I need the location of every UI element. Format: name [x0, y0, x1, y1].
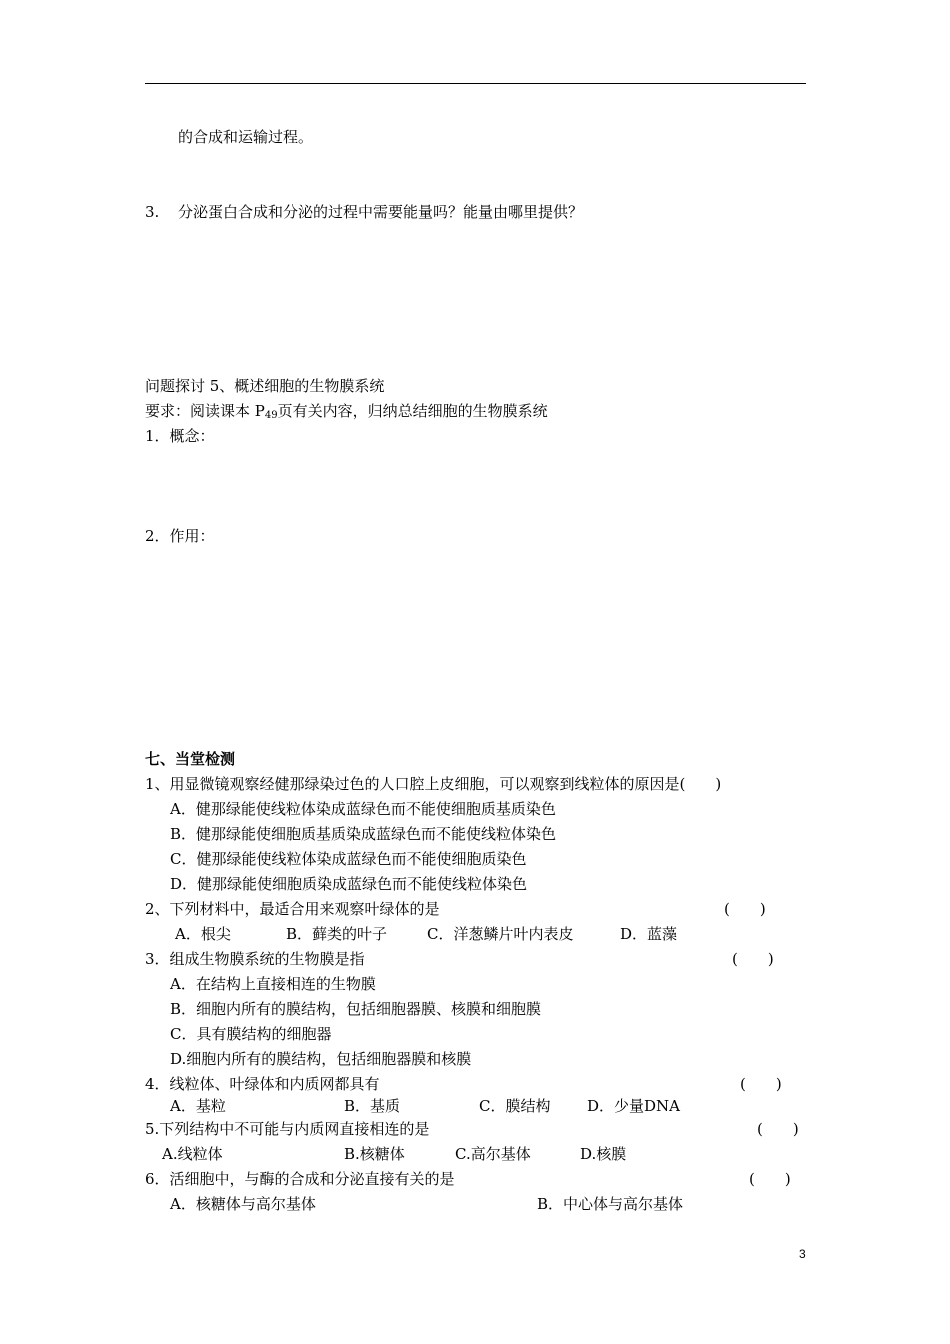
continuation-text: 的合成和运输过程。 [178, 128, 314, 146]
q1-option-b: B．健那绿能使细胞质基质染成蓝绿色而不能使线粒体染色 [170, 825, 557, 843]
q3-answer-paren: ( ) [732, 950, 774, 968]
q6-stem: 6．活细胞中，与酶的合成和分泌直接有关的是 [145, 1170, 455, 1188]
q3-option-c: C．具有膜结构的细胞器 [170, 1025, 332, 1043]
page-number: 3 [799, 1247, 806, 1261]
page-ref-subscript: 49 [264, 410, 278, 421]
q5-stem: 5.下列结构中不可能与内质网直接相连的是 [145, 1120, 430, 1138]
role-label: 2．作用： [145, 527, 215, 545]
q4-option-d: D．少量DNA [587, 1097, 681, 1115]
q4-stem: 4．线粒体、叶绿体和内质网都具有 [145, 1075, 380, 1093]
q6-option-a: A．核糖体与高尔基体 [170, 1195, 316, 1213]
q2-option-b: B．藓类的叶子 [286, 925, 388, 943]
concept-label: 1．概念： [145, 427, 215, 445]
q5-answer-paren: ( ) [757, 1120, 799, 1138]
q2-option-d: D．蓝藻 [620, 925, 678, 943]
q4-option-c: C．膜结构 [479, 1097, 551, 1115]
header-rule [145, 83, 806, 84]
explore-5-title: 问题探讨 5、概述细胞的生物膜系统 [145, 377, 385, 395]
q3-option-a: A．在结构上直接相连的生物膜 [170, 975, 376, 993]
q1-option-d: D．健那绿能使细胞质染成蓝绿色而不能使线粒体染色 [170, 875, 528, 893]
explore-5-requirement [145, 401, 548, 426]
q1-stem: 1、用显微镜观察经健那绿染过色的人口腔上皮细胞，可以观察到线粒体的原因是( ) [145, 775, 722, 793]
requirement-prefix: 要求：阅读课本 P [145, 402, 265, 420]
q4-option-b: B．基质 [344, 1097, 401, 1115]
q2-option-c: C．洋葱鳞片叶内表皮 [427, 925, 574, 943]
q5-option-b: B.核糖体 [344, 1145, 405, 1163]
q3-option-b: B．细胞内所有的膜结构，包括细胞器膜、核膜和细胞膜 [170, 1000, 542, 1018]
q5-option-c: C.高尔基体 [455, 1145, 531, 1163]
q2-option-a: A．根尖 [175, 925, 231, 943]
q3-option-d: D.细胞内所有的膜结构，包括细胞器膜和核膜 [170, 1050, 472, 1068]
question-3-text: 分泌蛋白合成和分泌的过程中需要能量吗？能量由哪里提供？ [178, 203, 584, 221]
q4-answer-paren: ( ) [740, 1075, 782, 1093]
q4-option-a: A．基粒 [170, 1097, 226, 1115]
q1-option-a: A．健那绿能使线粒体染成蓝绿色而不能使细胞质基质染色 [170, 800, 556, 818]
q5-option-a: A.线粒体 [162, 1145, 223, 1163]
q6-answer-paren: ( ) [749, 1170, 791, 1188]
section-title: 七、当堂检测 [145, 750, 236, 768]
q5-option-d: D.核膜 [580, 1145, 627, 1163]
q3-stem: 3．组成生物膜系统的生物膜是指 [145, 950, 365, 968]
requirement-suffix: 页有关内容，归纳总结细胞的生物膜系统 [277, 402, 548, 420]
q6-option-b: B．中心体与高尔基体 [537, 1195, 684, 1213]
q2-answer-paren: ( ) [724, 900, 766, 918]
q2-stem: 2、下列材料中，最适合用来观察叶绿体的是 [145, 900, 440, 918]
question-3-number: 3. [145, 203, 160, 221]
q1-option-c: C．健那绿能使线粒体染成蓝绿色而不能使细胞质染色 [170, 850, 527, 868]
